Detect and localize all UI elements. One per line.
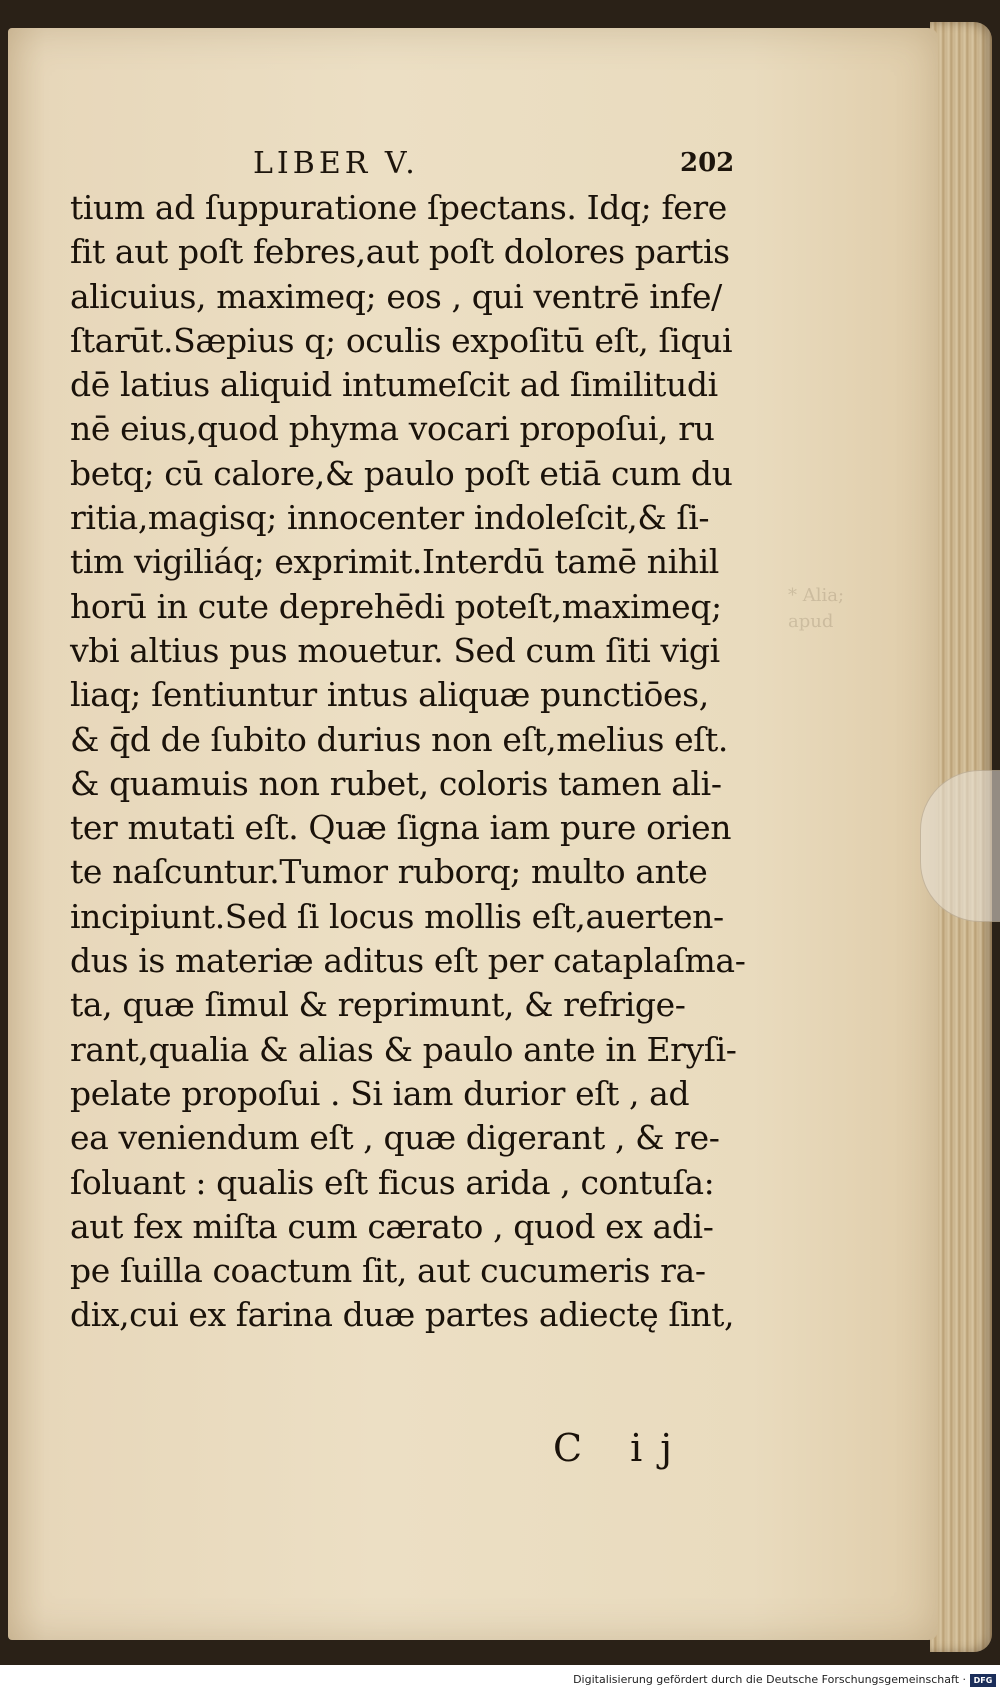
bleed-through-text xyxy=(788,583,844,635)
text-line: & quamuis non rubet, coloris tamen ali- xyxy=(70,763,722,803)
text-line: ſoluant : qualis eſt ficus arida , contuſa: xyxy=(70,1162,715,1202)
text-line: fit aut poſt febres,aut poſt dolores partis xyxy=(70,232,730,272)
text-line: pe ſuilla coactum ſit, aut cucumeris ra- xyxy=(70,1251,706,1291)
text-line: ſtarūt.Sæpius q; oculis expoſitū eſt, ſiqui xyxy=(70,320,733,360)
text-line: rant,qualia & alias & paulo ante in Eryſi- xyxy=(70,1029,737,1069)
text-line: alicuius, maximeq; eos , qui ventrē infe/ xyxy=(70,276,722,316)
bleed-through-line: * Alia; xyxy=(788,585,845,606)
text-line: betq; cū calore,& paulo poſt etiā cum du xyxy=(70,453,733,493)
text-line: te naſcuntur.Tumor ruborq; multo ante xyxy=(70,852,708,892)
page-header xyxy=(8,146,938,186)
digitization-credit: Digitalisierung gefördert durch die Deutsche Forschungsgemeinschaft · xyxy=(573,1673,966,1686)
text-line: & q̄d de ſubito durius non eſt,melius eſt. xyxy=(70,719,728,759)
text-line: ritia,magisq; innocenter indoleſcit,& ſi- xyxy=(70,498,710,538)
text-line: pelate propoſui . Si iam durior eſt , ad xyxy=(70,1073,690,1113)
text-line: liaq; ſentiuntur intus aliquæ punctiōes, xyxy=(70,675,709,715)
text-line: tium ad ſuppuratione ſpectans. Idq; fere xyxy=(70,188,727,227)
text-line: incipiunt.Sed ſi locus mollis eſt,auerten- xyxy=(70,896,724,936)
text-line: vbi altius pus mouetur. Sed cum ſiti vigi xyxy=(70,630,720,670)
text-line: dus is materiæ aditus eſt per cataplaſma- xyxy=(70,941,746,981)
book-page xyxy=(8,28,938,1640)
body-text xyxy=(70,186,770,1338)
bookmark-tab xyxy=(920,770,1000,922)
text-line: aut fex miſta cum cærato , quod ex adi- xyxy=(70,1206,714,1246)
signature-mark: C ij xyxy=(553,1426,691,1470)
dfg-logo: DFG xyxy=(970,1674,996,1687)
text-line: ea veniendum eſt , quæ digerant , & re- xyxy=(70,1118,720,1158)
text-line: ta, quæ ſimul & reprimunt, & refrige- xyxy=(70,985,686,1025)
folio-number: 202 xyxy=(680,148,735,178)
text-line: tim vigiliáq; exprimit.Interdū tamē nihil xyxy=(70,542,719,582)
text-line: ter mutati eſt. Quæ ſigna iam pure orien xyxy=(70,808,732,848)
text-line: horū in cute deprehēdi poteſt,maximeq; xyxy=(70,586,722,626)
running-title: LIBER V. xyxy=(253,146,419,181)
text-line: dix,cui ex farina duæ partes adiectę ſint, xyxy=(70,1295,735,1335)
bleed-through-line: apud xyxy=(788,611,834,632)
text-line: dē latius aliquid intumeſcit ad ſimilitudi xyxy=(70,365,718,405)
text-line: nē eius,quod phyma vocari propoſui, ru xyxy=(70,409,715,449)
